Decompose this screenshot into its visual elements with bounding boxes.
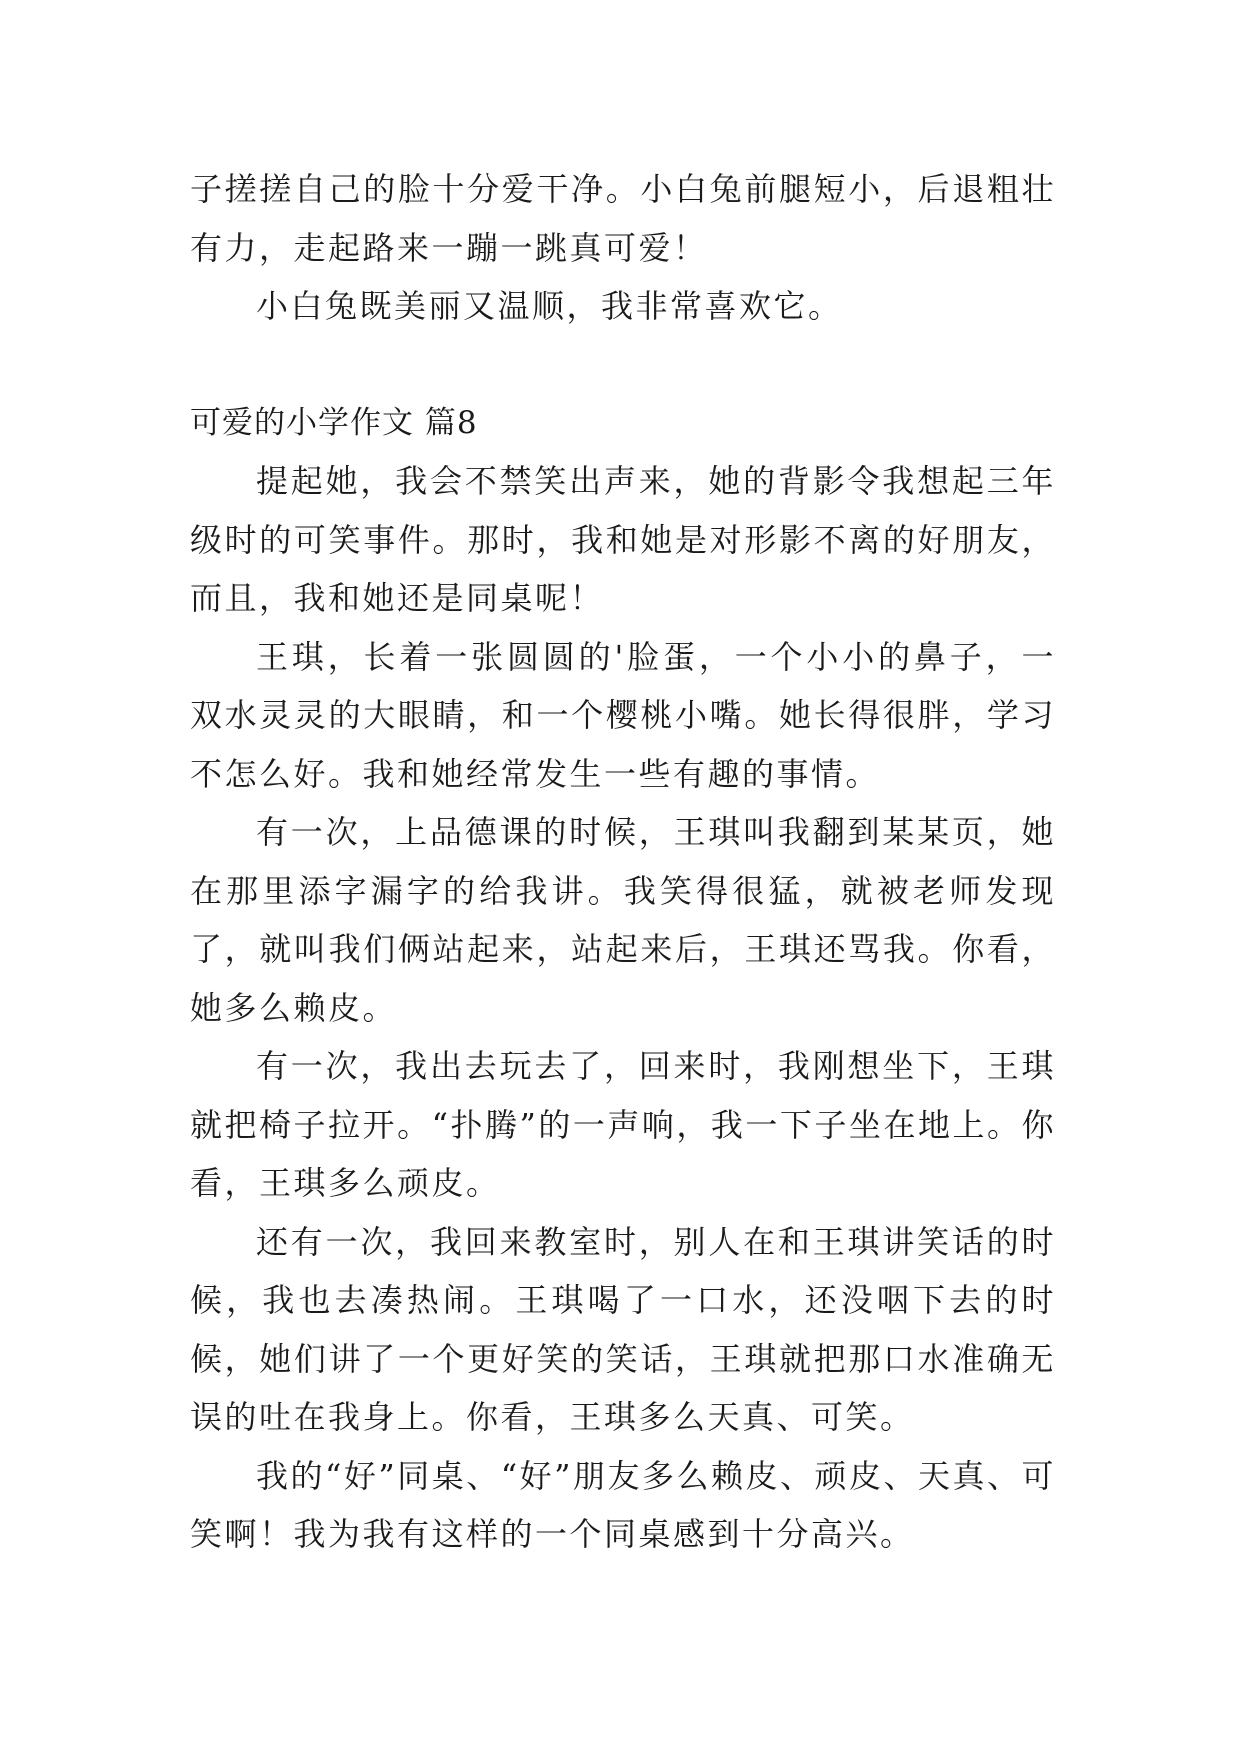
paragraph: 有一次，上品德课的时候，王琪叫我翻到某某页，她在那里添字漏字的给我讲。我笑得很猛，就被老师发现了，就叫我们俩站起来，站起来后，王琪还骂我。你看，她多么赖皮。 — [190, 813, 1056, 1027]
section-title: 可爱的小学作文 篇8 — [190, 404, 478, 441]
paragraph: 提起她，我会不禁笑出声来，她的背影令我想起三年级时的可笑事件。那时，我和她是对形影不离的好朋友，而且，我和她还是同桌呢！ — [190, 462, 1056, 617]
paragraph: 有一次，我出去玩去了，回来时，我刚想坐下，王琪就把椅子拉开。“扑腾”的一声响，我一下子坐在地上。你看，王琪多么顽皮。 — [190, 1047, 1056, 1202]
paragraph: 还有一次，我回来教室时，别人在和王琪讲笑话的时候，我也去凑热闹。王琪喝了一口水，还没咽下去的时候，她们讲了一个更好笑的笑话，王琪就把那口水准确无误的吐在我身上。你看，王琪多么天真、可笑。 — [190, 1222, 1056, 1436]
paragraph-continued: 子搓搓自己的脸十分爱干净。小白兔前腿短小，后退粗壮有力，走起路来一蹦一跳真可爱！ — [190, 170, 1056, 267]
paragraph: 王琪，长着一张圆圆的'脸蛋，一个小小的鼻子，一双水灵灵的大眼睛，和一个樱桃小嘴。她长得很胖，学习不怎么好。我和她经常发生一些有趣的事情。 — [190, 637, 1056, 793]
document-body — [190, 160, 1056, 1564]
paragraph-closing: 小白兔既美丽又温顺，我非常喜欢它。 — [256, 287, 843, 325]
paragraph: 我的“好”同桌、“好”朋友多么赖皮、顽皮、天真、可笑啊！我为我有这样的一个同桌感到十分高兴。 — [190, 1456, 1056, 1553]
